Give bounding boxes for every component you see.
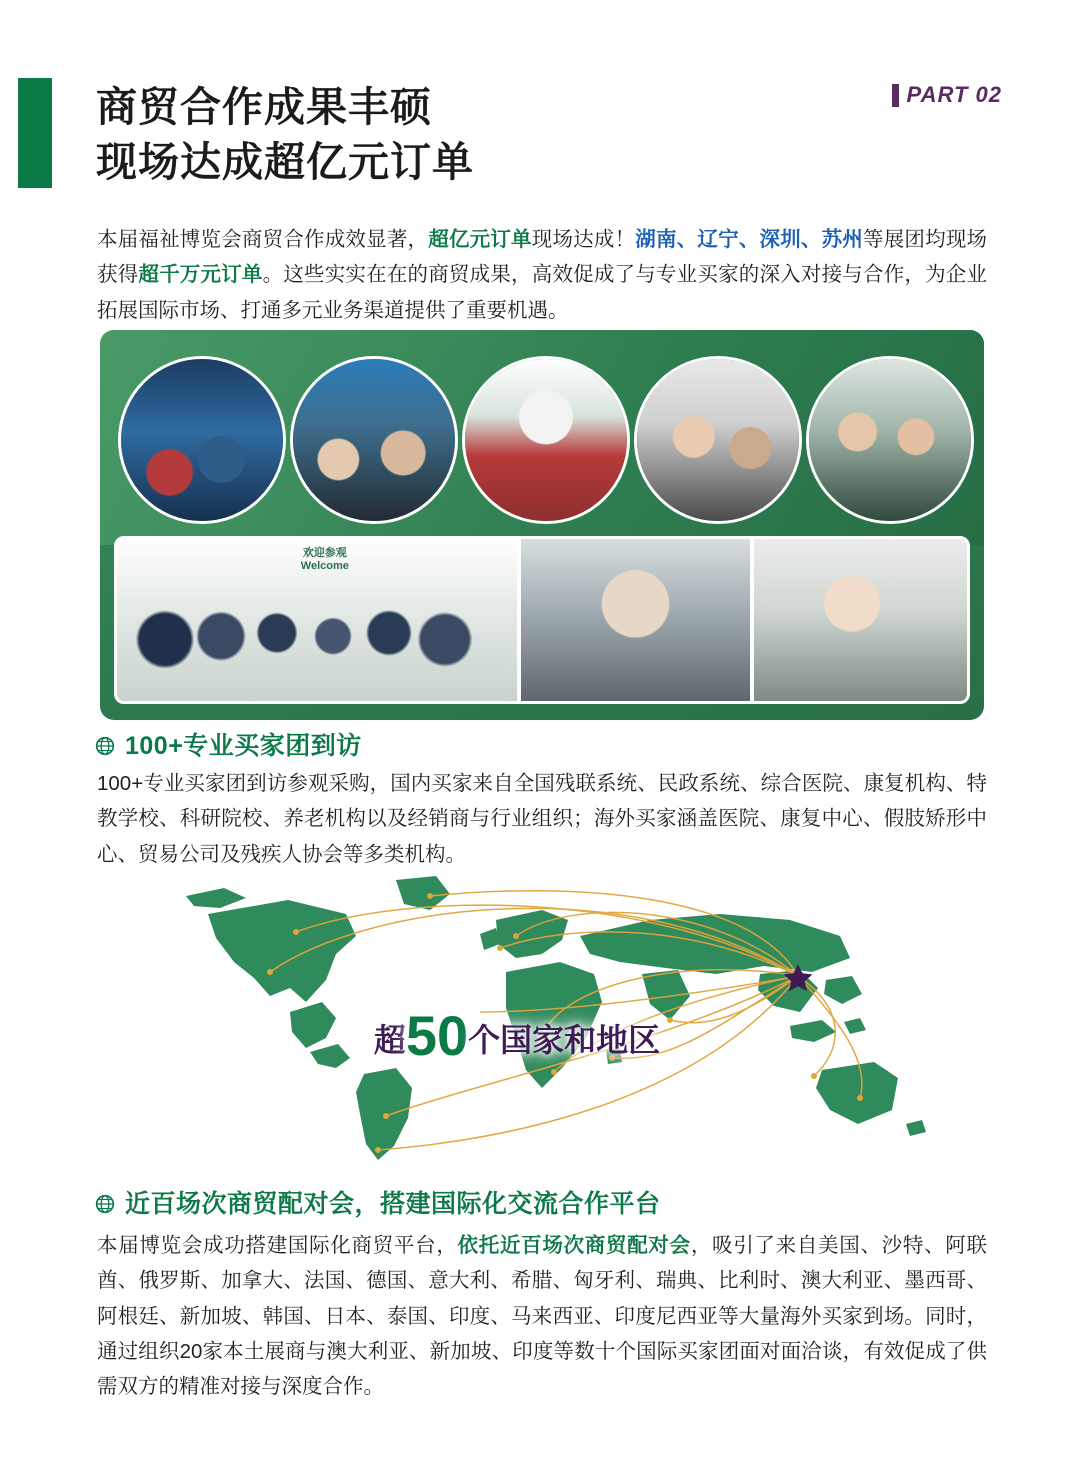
- intro-highlight-1: 超亿元订单: [428, 228, 532, 251]
- map-callout-suffix: 个国家和地区: [468, 1021, 661, 1058]
- intro-highlight-2: 湖南、辽宁、深圳、苏州: [635, 228, 864, 251]
- photo-delegation-group: [117, 539, 517, 701]
- globe-icon: [95, 1192, 115, 1212]
- photo-group-banner: [462, 356, 630, 524]
- map-callout-number: 50: [405, 1003, 469, 1067]
- welcome-sign-en: Welcome: [300, 560, 349, 573]
- welcome-sign-cn: 欢迎参观: [302, 547, 347, 559]
- photo-image: [465, 359, 627, 521]
- intro-paragraph: [97, 222, 987, 328]
- title-line-2: 现场达成超亿元订单: [96, 138, 474, 185]
- photo-visitors-discussing: [290, 356, 458, 524]
- photo-image: [293, 359, 455, 521]
- section-heading-buyers: [95, 726, 362, 762]
- photo-business-talk: [521, 539, 751, 701]
- intro-seg-3: 等展团均现场获得: [97, 228, 988, 287]
- photo-buyers-meeting: [634, 356, 802, 524]
- part-badge-bar: [892, 84, 899, 107]
- welcome-sign: [301, 547, 349, 573]
- photo-image: [809, 359, 971, 521]
- section2-seg-2: ，吸引了来自美国、沙特、阿联酋、俄罗斯、加拿大、法国、德国、意大利、希腊、匈牙利、瑞典、比利时、澳大利亚、墨西哥、阿根廷、新加坡、韩国、日本、泰国、印度、马来西亚、印度尼西亚等大量海外买家到场。同时，通过组织20家本土展商与澳大利亚、新加坡、印度等数十个国际买家团面对面洽谈，有效促成了供需双方的精准对接与深度合作。: [97, 1234, 988, 1398]
- section-heading-matchmaking-label: 近百场次商贸配对会，搭建国际化交流合作平台: [125, 1190, 661, 1218]
- section2-highlight: 依托近百场次商贸配对会: [457, 1234, 691, 1257]
- section-body-buyers: 100+专业买家团到访参观采购，国内买家来自全国残联系统、民政系统、综合医院、康复机构、特教学校、科研院校、养老机构以及经销商与行业组织；海外买家涵盖医院、康复中心、假肢矫形中心、贸易公司及残疾人协会等多类机构。: [97, 772, 987, 866]
- photo-image: [121, 359, 283, 521]
- intro-highlight-3: 超千万元订单: [138, 263, 263, 287]
- intro-seg-4: 。这些实实在在的商贸成果，高效促成了与专业买家的深入对接与合作，为企业拓展国际市场、打通多元业务渠道提供了重要机遇。: [97, 263, 988, 322]
- section-body-matchmaking: [97, 1228, 987, 1404]
- map-callout-prefix: 超: [373, 1021, 406, 1058]
- section-heading-buyers-label: 100+专业买家团到访: [125, 732, 362, 760]
- part-badge-label: PART 02: [906, 82, 1002, 107]
- title-line-1: 商贸合作成果丰硕: [96, 84, 432, 130]
- page-title: [96, 80, 796, 189]
- intro-seg-1: 本届福祉博览会商贸合作成效显著，: [97, 228, 429, 251]
- globe-icon: [95, 734, 115, 754]
- part-badge: [892, 82, 1002, 108]
- photo-strip: [114, 536, 970, 704]
- section2-seg-1: 本届博览会成功搭建国际化商贸平台，: [97, 1234, 458, 1257]
- section-heading-matchmaking: [95, 1184, 661, 1220]
- photo-exhibitors-group: [806, 356, 974, 524]
- photo-booth-visitors: [118, 356, 286, 524]
- accent-bar: [18, 78, 52, 188]
- intro-seg-2: 现场达成！: [531, 228, 636, 251]
- photo-image: [637, 359, 799, 521]
- photo-negotiation-table: [754, 539, 967, 701]
- photo-collage: [100, 330, 984, 720]
- world-map-svg: [150, 862, 940, 1172]
- world-map-graphic: [150, 862, 940, 1172]
